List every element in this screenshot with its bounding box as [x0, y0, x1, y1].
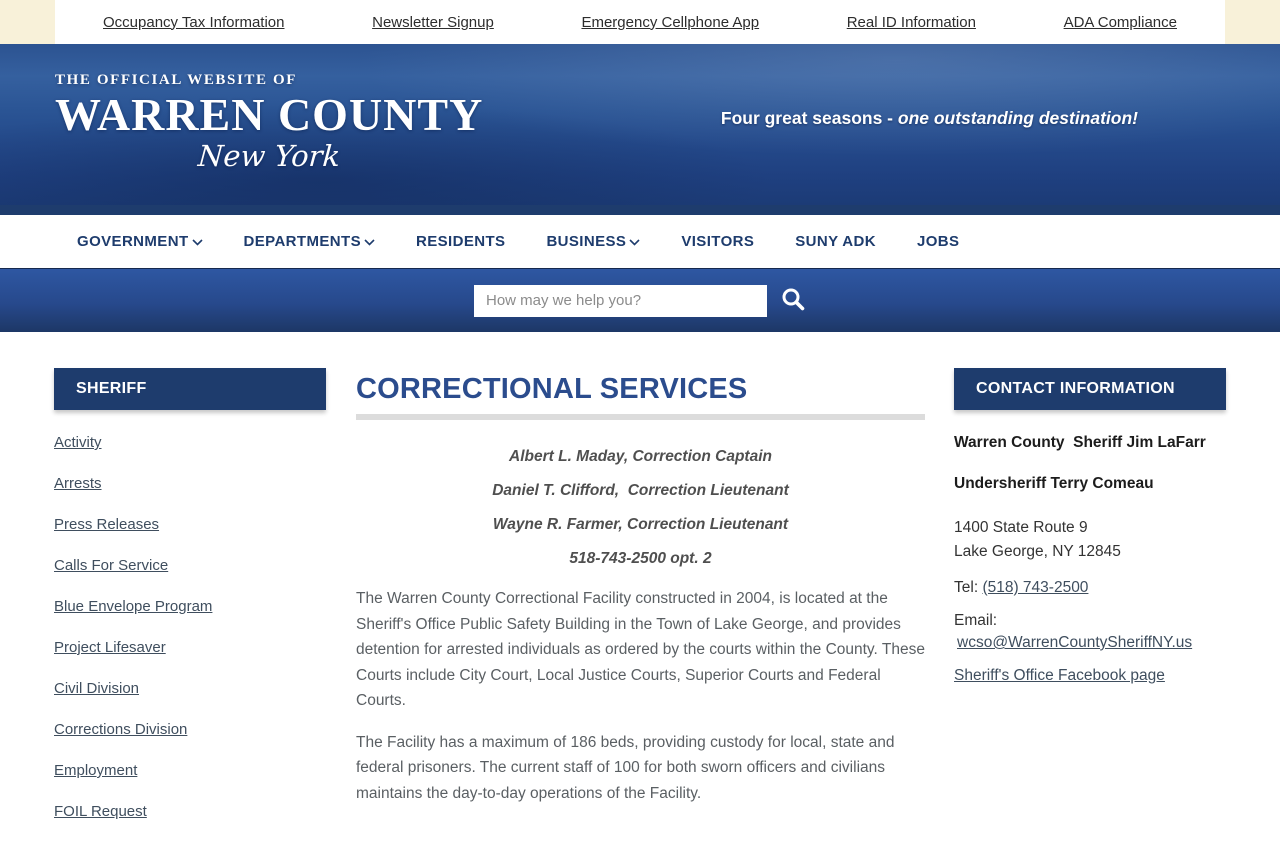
nav-residents[interactable]	[416, 233, 505, 250]
facebook-link[interactable]: Sheriff's Office Facebook page	[954, 667, 1165, 684]
email-label: Email:	[954, 612, 998, 629]
chevron-down-icon	[629, 239, 640, 246]
contact-title: CONTACT INFORMATION	[954, 368, 1226, 410]
sidebar-item-activity[interactable]: Activity	[54, 434, 102, 451]
content-area	[54, 368, 1226, 844]
search-button[interactable]	[780, 286, 806, 315]
nav-residents-label: RESIDENTS	[415, 233, 506, 250]
header-divider	[0, 205, 1280, 215]
staff-line: Daniel T. Clifford, Correction Lieutenant	[492, 482, 789, 499]
header-tagline: Four great seasons - one outstanding destination!	[720, 108, 1138, 128]
staff-line: Wayne R. Farmer, Correction Lieutenant	[492, 516, 789, 533]
chevron-down-icon	[192, 239, 203, 246]
staff-phone-line: 518-743-2500 opt. 2	[569, 550, 712, 567]
site-header	[0, 44, 1280, 205]
search-band	[0, 268, 1280, 332]
link-ada-compliance[interactable]: ADA Compliance	[1063, 13, 1177, 31]
link-occupancy-tax[interactable]: Occupancy Tax Information	[103, 13, 285, 31]
link-newsletter-signup[interactable]: Newsletter Signup	[372, 13, 494, 31]
nav-jobs[interactable]	[917, 233, 959, 250]
nav-business[interactable]	[546, 233, 640, 250]
facebook-row	[954, 667, 1226, 685]
sidebar-item-corrections-division[interactable]: Corrections Division	[54, 721, 188, 738]
chevron-down-icon	[364, 239, 375, 246]
address-line-2: Lake George, NY 12845	[954, 543, 1121, 560]
main-nav	[0, 215, 1280, 268]
address-line-1: 1400 State Route 9	[954, 519, 1088, 536]
sidebar-item-press-releases[interactable]: Press Releases	[54, 516, 160, 533]
undersheriff-name: Undersheriff Terry Comeau	[954, 475, 1154, 492]
list-item	[54, 475, 326, 493]
list-item	[54, 762, 326, 780]
main-content	[356, 368, 925, 844]
sidebar-menu	[54, 434, 326, 821]
address	[954, 516, 1226, 564]
sidebar-item-employment[interactable]: Employment	[54, 762, 138, 779]
list-item	[54, 598, 326, 616]
search-icon	[780, 286, 806, 315]
phone-link[interactable]: (518) 743-2500	[982, 579, 1089, 596]
contact-body	[954, 434, 1226, 685]
utility-bar	[0, 0, 1280, 44]
nav-government[interactable]	[77, 233, 203, 250]
site-logo[interactable]	[55, 72, 483, 173]
list-item	[54, 639, 326, 657]
sheriff-sidebar	[54, 368, 326, 844]
logo-county-text: WARREN COUNTY	[55, 89, 484, 140]
nav-departments-label: DEPARTMENTS	[243, 233, 361, 250]
search-input[interactable]	[474, 285, 767, 317]
sidebar-item-arrests[interactable]: Arrests	[54, 475, 102, 492]
logo-state-text: New York	[196, 139, 342, 174]
contact-sidebar	[954, 368, 1226, 844]
sidebar-item-blue-envelope[interactable]: Blue Envelope Program	[54, 598, 213, 615]
body-paragraph: The Facility has a maximum of 186 beds, providing custody for local, state and federal prisoners. The current staff of 100 for both sworn officers and civilians maintains the day-to-day operations of the Facility.	[356, 733, 895, 802]
body-paragraph: The Warren County Correctional Facility constructed in 2004, is located at the Sheriff's Office Public Safety Building in the Town of Lake George, and provides detention for arrested individuals as ordered by the courts within the County. These Courts include City Court, Local Justice Courts, Superior Courts and Federal Courts.	[356, 590, 925, 709]
link-emergency-cellphone-app[interactable]: Emergency Cellphone App	[581, 13, 760, 31]
staff-list	[356, 446, 925, 570]
nav-business-label: BUSINESS	[546, 233, 627, 250]
nav-visitors[interactable]	[681, 233, 754, 250]
list-item	[54, 516, 326, 534]
email-link[interactable]: wcso@WarrenCountySheriffNY.us	[957, 634, 1193, 651]
nav-government-label: GOVERNMENT	[77, 233, 189, 250]
nav-departments[interactable]	[244, 233, 375, 250]
sidebar-item-civil-division[interactable]: Civil Division	[54, 680, 140, 697]
sidebar-item-project-lifesaver[interactable]: Project Lifesaver	[54, 639, 166, 656]
nav-jobs-label: JOBS	[917, 233, 960, 250]
telephone-row	[954, 579, 1226, 597]
logo-official-text: THE OFFICIAL WEBSITE OF	[55, 72, 297, 88]
list-item	[54, 680, 326, 698]
title-underline	[356, 414, 925, 420]
nav-suny-adk[interactable]	[795, 233, 876, 250]
list-item	[54, 803, 326, 821]
nav-suny-adk-label: SUNY ADK	[795, 233, 876, 250]
page-title: CORRECTIONAL SERVICES	[356, 373, 748, 405]
sidebar-title: SHERIFF	[54, 368, 326, 410]
sheriff-name: Warren County Sheriff Jim LaFarr	[954, 434, 1206, 451]
link-real-id[interactable]: Real ID Information	[846, 13, 976, 31]
sidebar-item-calls-for-service[interactable]: Calls For Service	[54, 557, 169, 574]
nav-visitors-label: VISITORS	[681, 233, 755, 250]
list-item	[54, 434, 326, 452]
tel-label: Tel:	[954, 579, 983, 596]
sidebar-item-foil-request[interactable]: FOIL Request	[54, 803, 147, 820]
utility-bar-links	[55, 0, 1225, 44]
list-item	[54, 721, 326, 739]
list-item	[54, 557, 326, 575]
staff-line: Albert L. Maday, Correction Captain	[509, 448, 772, 465]
